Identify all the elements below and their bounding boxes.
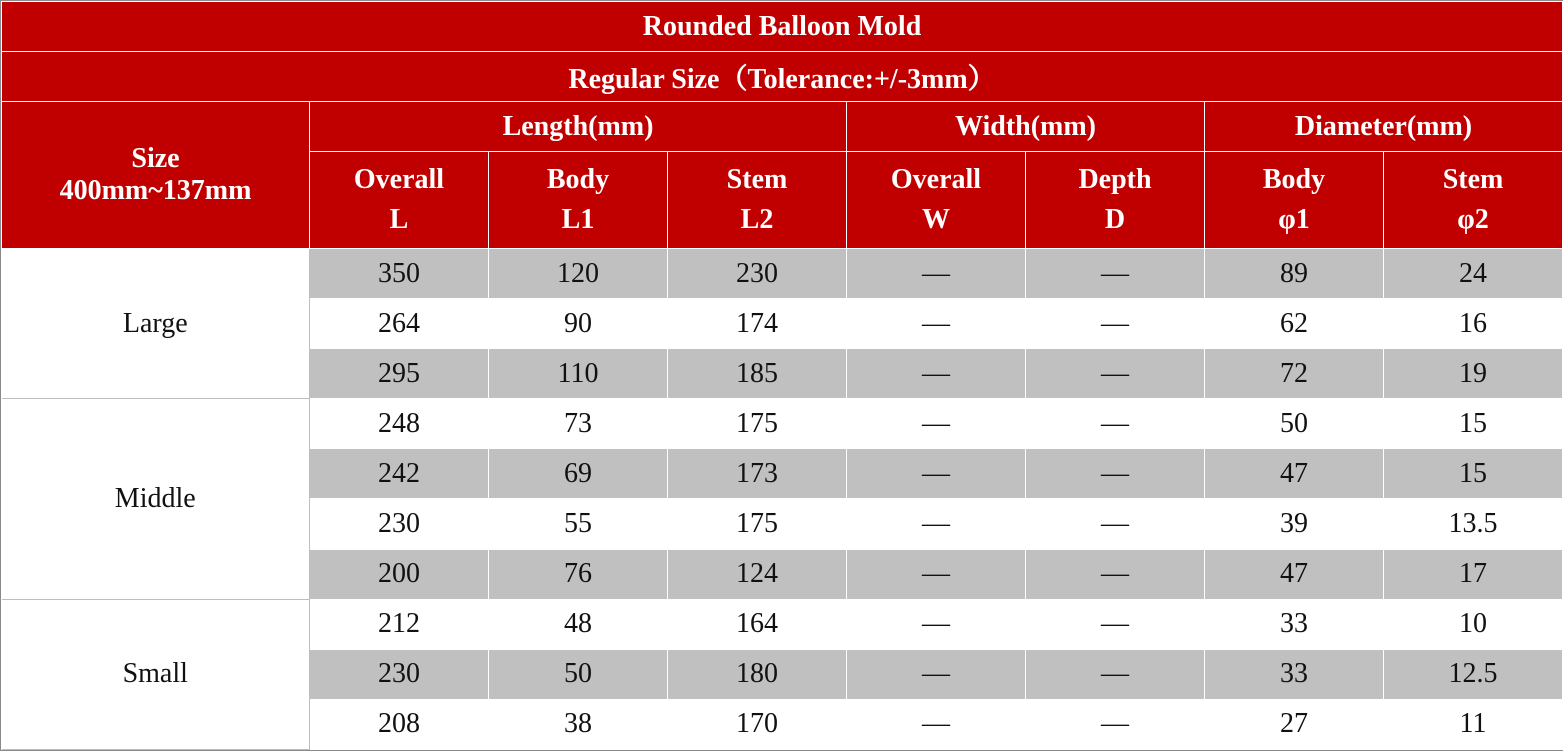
table-title: Rounded Balloon Mold (2, 2, 1563, 52)
column-header-name: Overall (890, 164, 982, 195)
column-header-name: Body (1262, 164, 1326, 195)
column-header-symbol: L1 (561, 204, 595, 235)
table-cell: 208 (310, 699, 489, 749)
table-cell: 173 (668, 449, 847, 499)
column-header (310, 152, 489, 249)
table-cell: 48 (489, 599, 668, 649)
table-cell: 264 (310, 299, 489, 349)
table-cell: — (847, 399, 1026, 449)
table-cell: 90 (489, 299, 668, 349)
table-cell: — (1026, 299, 1205, 349)
table-cell: 200 (310, 549, 489, 599)
table-cell: 72 (1205, 349, 1384, 399)
table-cell: — (847, 699, 1026, 749)
table-cell: — (1026, 549, 1205, 599)
table-cell: 175 (668, 499, 847, 549)
table-row (2, 599, 1563, 649)
column-header (489, 152, 668, 249)
table-cell: — (847, 249, 1026, 299)
table-cell: 33 (1205, 599, 1384, 649)
table-cell: 164 (668, 599, 847, 649)
table-cell: 180 (668, 649, 847, 699)
table-cell: 175 (668, 399, 847, 449)
table-cell: — (1026, 399, 1205, 449)
table-cell: — (847, 599, 1026, 649)
table-cell: 50 (1205, 399, 1384, 449)
table-subtitle: Regular Size（Tolerance:+/-3mm） (2, 52, 1563, 102)
table-cell: — (847, 499, 1026, 549)
table-cell: 350 (310, 249, 489, 299)
table-cell: 174 (668, 299, 847, 349)
size-group-label: Middle (2, 399, 310, 599)
table-cell: 47 (1205, 549, 1384, 599)
table-cell: 16 (1384, 299, 1563, 349)
table-row (2, 249, 1563, 299)
table-cell: — (1026, 449, 1205, 499)
table-cell: 15 (1384, 449, 1563, 499)
table-cell: 124 (668, 549, 847, 599)
column-header-name: Stem (726, 164, 788, 195)
size-group-label: Small (2, 599, 310, 749)
table-cell: 47 (1205, 449, 1384, 499)
table-cell: 15 (1384, 399, 1563, 449)
length-group-header: Length(mm) (310, 102, 847, 152)
table-cell: 230 (668, 249, 847, 299)
column-header-symbol: φ2 (1457, 204, 1489, 235)
column-header-symbol: φ1 (1278, 204, 1310, 235)
table-cell: 242 (310, 449, 489, 499)
table-cell: 10 (1384, 599, 1563, 649)
table-cell: — (847, 549, 1026, 599)
table-cell: 39 (1205, 499, 1384, 549)
table-cell: 24 (1384, 249, 1563, 299)
size-group-label: Large (2, 249, 310, 399)
table-cell: 55 (489, 499, 668, 549)
table-cell: — (1026, 699, 1205, 749)
column-header-name: Overall (353, 164, 445, 195)
table-cell: 50 (489, 649, 668, 699)
column-header-name: Stem (1442, 164, 1504, 195)
diameter-group-header: Diameter(mm) (1205, 102, 1563, 152)
table-cell: — (1026, 649, 1205, 699)
table-cell: — (1026, 599, 1205, 649)
column-header-symbol: D (1104, 204, 1126, 235)
spec-table (1, 1, 1563, 750)
column-header-name: Depth (1078, 164, 1152, 195)
table-cell: 33 (1205, 649, 1384, 699)
table-cell: 11 (1384, 699, 1563, 749)
table-cell: 170 (668, 699, 847, 749)
table-row (2, 399, 1563, 449)
column-header (668, 152, 847, 249)
table-cell: 27 (1205, 699, 1384, 749)
table-cell: 185 (668, 349, 847, 399)
table-cell: 212 (310, 599, 489, 649)
table-cell: — (847, 299, 1026, 349)
width-group-header: Width(mm) (847, 102, 1205, 152)
column-header (1205, 152, 1384, 249)
table-cell: 120 (489, 249, 668, 299)
column-header (847, 152, 1026, 249)
table-cell: 110 (489, 349, 668, 399)
size-header-range: 400mm~137mm (59, 175, 252, 206)
table-cell: — (847, 649, 1026, 699)
table-cell: 62 (1205, 299, 1384, 349)
column-header-name: Body (546, 164, 610, 195)
table-cell: — (1026, 249, 1205, 299)
table-cell: — (847, 349, 1026, 399)
table-cell: — (1026, 349, 1205, 399)
table-cell: 17 (1384, 549, 1563, 599)
table-cell: 230 (310, 649, 489, 699)
column-header (1384, 152, 1563, 249)
table-cell: 73 (489, 399, 668, 449)
table-cell: 248 (310, 399, 489, 449)
table-cell: 230 (310, 499, 489, 549)
table-cell: 19 (1384, 349, 1563, 399)
column-header-symbol: L2 (740, 204, 774, 235)
table-cell: 76 (489, 549, 668, 599)
table-cell: 295 (310, 349, 489, 399)
column-header-symbol: W (922, 204, 950, 235)
table-cell: — (1026, 499, 1205, 549)
table-cell: 69 (489, 449, 668, 499)
size-header (2, 102, 310, 249)
table-cell: 38 (489, 699, 668, 749)
column-header-symbol: L (389, 204, 409, 235)
table-cell: 12.5 (1384, 649, 1563, 699)
column-header (1026, 152, 1205, 249)
table-cell: 89 (1205, 249, 1384, 299)
table-cell: — (847, 449, 1026, 499)
size-header-label: Size (131, 143, 180, 174)
table-cell: 13.5 (1384, 499, 1563, 549)
